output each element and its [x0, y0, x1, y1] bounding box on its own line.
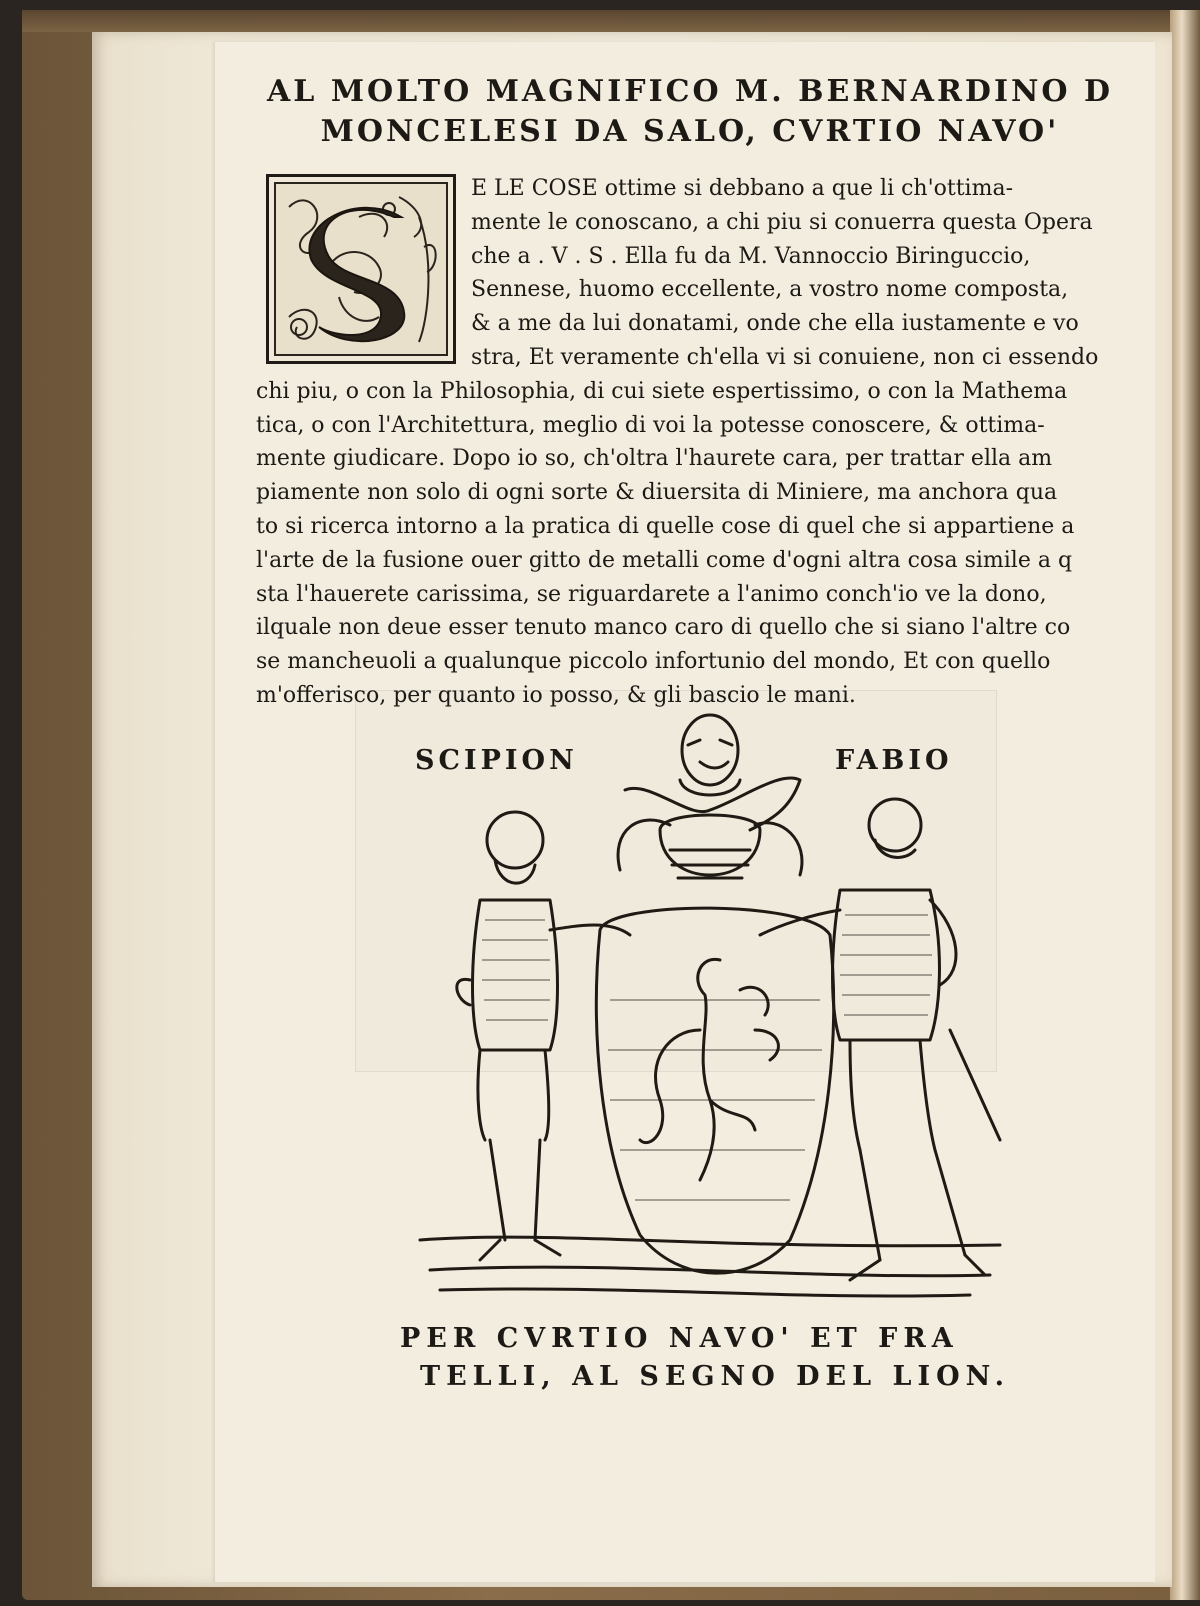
label-fabio: FABIO	[835, 745, 953, 776]
body-line: E LE COSE ottime si debbano a que li ch'ottima-	[471, 176, 1014, 201]
body-line: ilquale non deue esser tenuto manco caro di quello che si siano l'altre co	[256, 615, 1071, 641]
body-line: Sennese, huomo eccellente, a vostro nome composta,	[471, 277, 1069, 303]
binding-top-edge	[22, 10, 1192, 32]
imprint	[400, 1320, 1040, 1396]
dedication-body	[256, 172, 1146, 713]
body-line: m'offerisco, per quanto io posso, & gli bascio le mani.	[256, 682, 856, 708]
body-line: mente le conoscano, a chi piu si conuerra questa Opera	[471, 209, 1093, 235]
body-line: stra, Et veramente ch'ella vi si conuiene, non ci essendo	[471, 344, 1099, 370]
body-line: mente giudicare. Dopo io so, ch'oltra l'haurete cara, per trattar ella am	[256, 446, 1053, 472]
body-line: chi piu, o con la Philosophia, di cui siete espertissimo, o con la Mathema	[256, 378, 1068, 404]
body-line: che a . V . S . Ella fu da M. Vannoccio Biringuccio,	[471, 243, 1031, 269]
body-line: piamente non solo di ogni sorte & diuersita di Miniere, ma anchora qua	[256, 480, 1058, 506]
body-line: se mancheuoli a qualunque piccolo infortunio del mondo, Et con quello	[256, 649, 1051, 675]
imprint-line-1: PER CVRTIO NAVO' ET FRA	[400, 1323, 959, 1354]
label-scipion: SCIPION	[415, 745, 578, 776]
body-line: to si ricerca intorno a la pratica di quelle cose di quel che si appartiene a	[256, 513, 1075, 539]
body-line: tica, o con l'Architettura, meglio di voi la potesse conoscere, & ottima-	[256, 412, 1045, 438]
heading-line-1: AL MOLTO MAGNIFICO M. BERNARDINO D	[267, 74, 1113, 109]
page-edges	[1170, 10, 1200, 1600]
printers-device-woodcut-icon	[410, 700, 1010, 1320]
body-line: l'arte de la fusione ouer gitto de metalli come d'ogni altra cosa simile a q	[256, 547, 1073, 573]
heading-line-2: MONCELESI DA SALO, CVRTIO NAVO'	[320, 114, 1060, 149]
body-line: sta l'hauerete carissima, se riguardarete a l'animo conch'io ve la dono,	[256, 581, 1047, 607]
dedication-heading	[250, 72, 1130, 152]
imprint-line-2: TELLI, AL SEGNO DEL LION.	[420, 1361, 1011, 1392]
body-line: & a me da lui donatami, onde che ella iustamente e vo	[471, 311, 1079, 337]
